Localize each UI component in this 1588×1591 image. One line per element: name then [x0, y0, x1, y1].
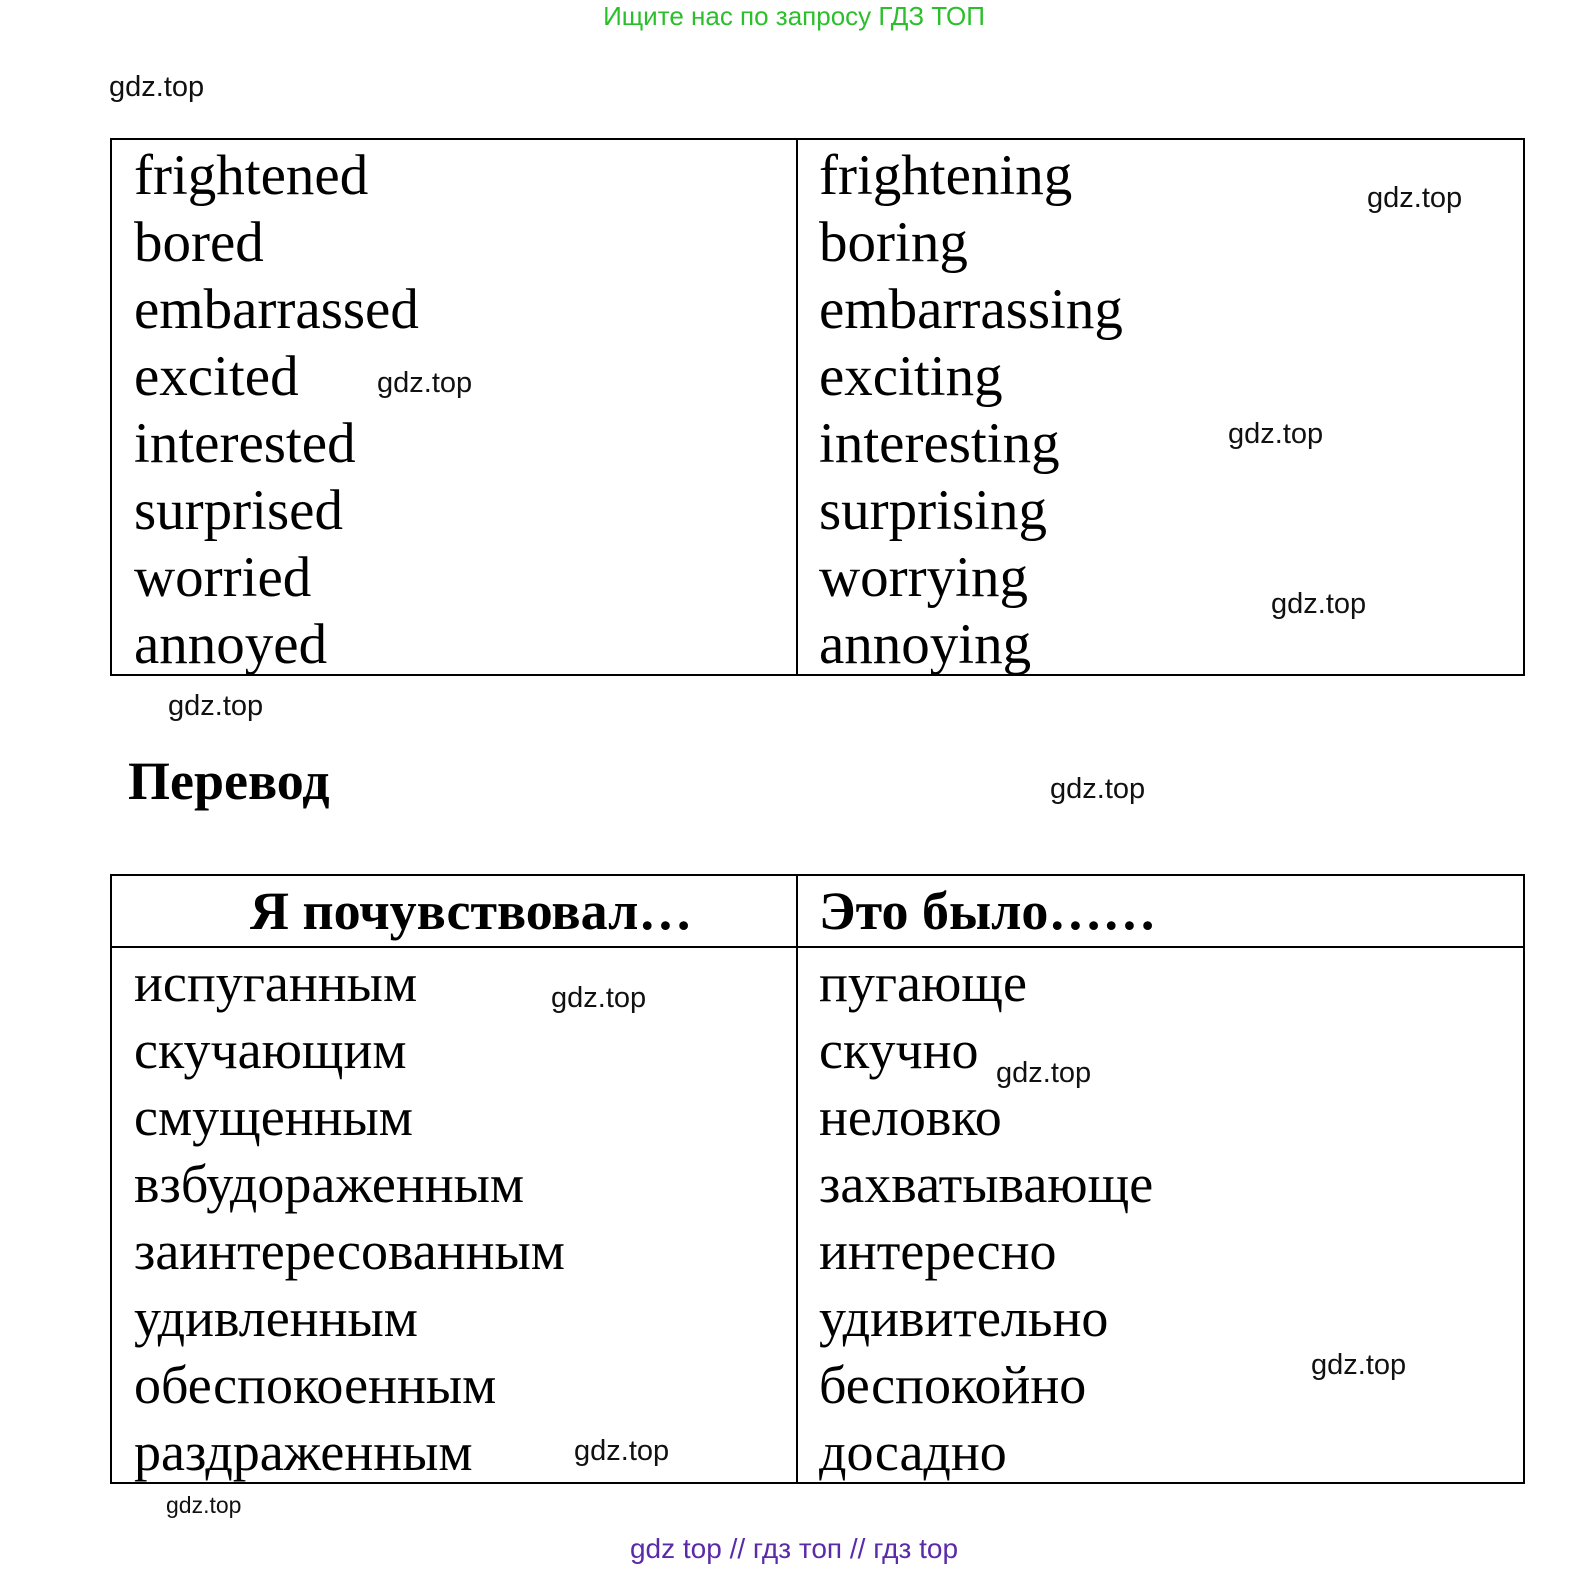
header-right: Это было……	[819, 881, 1157, 941]
list-item: worried	[134, 546, 312, 609]
list-item: интересно	[819, 1221, 1057, 1281]
list-item: bored	[134, 211, 264, 274]
list-item: frightened	[134, 144, 369, 207]
list-item: annoyed	[134, 613, 328, 676]
list-item: беспокойно	[819, 1355, 1087, 1415]
it-was-list	[819, 950, 1153, 1486]
translation-table	[110, 874, 1525, 1484]
footer-watermark: gdz top // гдз топ // гдз top	[629, 1533, 959, 1564]
ing-adjectives-list	[819, 142, 1123, 678]
list-item: surprising	[819, 479, 1047, 542]
watermark: gdz.top	[574, 1435, 670, 1467]
header-divider	[112, 946, 1523, 948]
list-item: удивительно	[819, 1288, 1109, 1348]
list-item: surprised	[134, 479, 343, 542]
list-item: excited	[134, 345, 299, 408]
list-item: досадно	[819, 1422, 1007, 1482]
watermark: gdz.top	[109, 71, 205, 103]
header-left: Я почувствовал…	[250, 881, 693, 941]
column-divider	[796, 876, 798, 1482]
list-item: неловко	[819, 1087, 1002, 1147]
watermark: gdz.top	[166, 1492, 242, 1518]
watermark: gdz.top	[1228, 418, 1324, 450]
list-item: boring	[819, 211, 968, 274]
list-item: скучно	[819, 1020, 979, 1080]
watermark: gdz.top	[1050, 773, 1146, 805]
list-item: обеспокоенным	[134, 1355, 497, 1415]
list-item: раздраженным	[134, 1422, 473, 1482]
column-divider	[796, 140, 798, 674]
list-item: annoying	[819, 613, 1032, 676]
watermark: gdz.top	[551, 982, 647, 1014]
list-item: frightening	[819, 144, 1073, 207]
search-banner: Ищите нас по запросу ГДЗ ТОП	[603, 1, 985, 31]
list-item: смущенным	[134, 1087, 413, 1147]
list-item: удивленным	[134, 1288, 418, 1348]
ed-adjectives-list	[134, 142, 419, 678]
list-item: embarrassing	[819, 278, 1123, 341]
watermark: gdz.top	[1367, 182, 1463, 214]
felt-list	[134, 950, 565, 1486]
list-item: захватывающе	[819, 1154, 1154, 1214]
list-item: пугающе	[819, 953, 1027, 1013]
watermark: gdz.top	[1271, 588, 1367, 620]
list-item: скучающим	[134, 1020, 407, 1080]
list-item: embarrassed	[134, 278, 419, 341]
list-item: взбудораженным	[134, 1154, 525, 1214]
watermark: gdz.top	[996, 1057, 1092, 1089]
list-item: exciting	[819, 345, 1003, 408]
adjectives-table	[110, 138, 1525, 676]
list-item: worrying	[819, 546, 1028, 609]
watermark: gdz.top	[1311, 1349, 1407, 1381]
watermark: gdz.top	[168, 690, 264, 722]
list-item: заинтересованным	[134, 1221, 565, 1281]
watermark: gdz.top	[377, 367, 473, 399]
list-item: interested	[134, 412, 356, 475]
list-item: испуганным	[134, 953, 418, 1013]
list-item: interesting	[819, 412, 1060, 475]
translation-heading: Перевод	[128, 751, 330, 811]
